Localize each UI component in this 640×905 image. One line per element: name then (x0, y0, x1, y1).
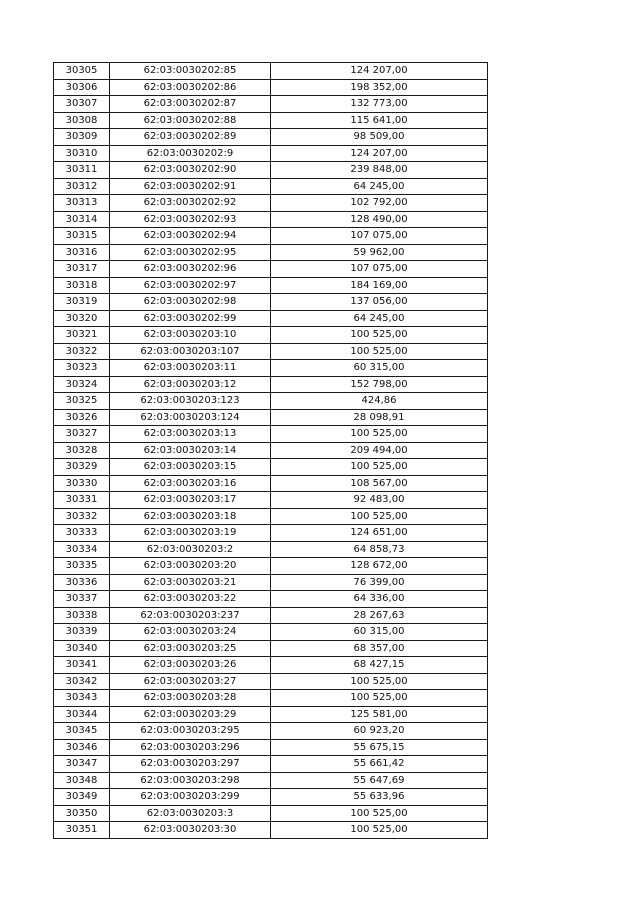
row-number-cell: 30325 (54, 393, 110, 410)
table-row (54, 756, 488, 773)
cadastral-number-cell: 62:03:0030202:98 (110, 294, 271, 311)
cadastral-value-cell: 124 207,00 (271, 145, 488, 162)
cadastral-value-cell: 128 672,00 (271, 558, 488, 575)
cadastral-number-cell: 62:03:0030203:12 (110, 376, 271, 393)
row-number-cell: 30348 (54, 772, 110, 789)
cadastral-value-cell: 108 567,00 (271, 475, 488, 492)
cadastral-number-cell: 62:03:0030203:14 (110, 442, 271, 459)
cadastral-number-cell: 62:03:0030203:22 (110, 591, 271, 608)
table-row (54, 723, 488, 740)
table-row (54, 822, 488, 839)
table-row (54, 574, 488, 591)
cadastral-number-cell: 62:03:0030203:13 (110, 426, 271, 443)
cadastral-number-cell: 62:03:0030203:16 (110, 475, 271, 492)
cadastral-number-cell: 62:03:0030203:124 (110, 409, 271, 426)
cadastral-number-cell: 62:03:0030202:90 (110, 162, 271, 179)
row-number-cell: 30307 (54, 96, 110, 113)
cadastral-number-cell: 62:03:0030202:97 (110, 277, 271, 294)
table-row (54, 805, 488, 822)
cadastral-number-cell: 62:03:0030202:88 (110, 112, 271, 129)
cadastral-value-cell: 137 056,00 (271, 294, 488, 311)
row-number-cell: 30335 (54, 558, 110, 575)
table-row (54, 145, 488, 162)
row-number-cell: 30305 (54, 63, 110, 80)
table-row (54, 129, 488, 146)
row-number-cell: 30334 (54, 541, 110, 558)
table-row (54, 195, 488, 212)
table-row (54, 558, 488, 575)
table-row (54, 459, 488, 476)
row-number-cell: 30349 (54, 789, 110, 806)
cadastral-number-cell: 62:03:0030203:15 (110, 459, 271, 476)
cadastral-number-cell: 62:03:0030202:95 (110, 244, 271, 261)
cadastral-value-cell: 76 399,00 (271, 574, 488, 591)
cadastral-number-cell: 62:03:0030203:237 (110, 607, 271, 624)
row-number-cell: 30319 (54, 294, 110, 311)
row-number-cell: 30338 (54, 607, 110, 624)
row-number-cell: 30343 (54, 690, 110, 707)
cadastral-number-cell: 62:03:0030203:299 (110, 789, 271, 806)
row-number-cell: 30320 (54, 310, 110, 327)
row-number-cell: 30333 (54, 525, 110, 542)
cadastral-value-cell: 124 207,00 (271, 63, 488, 80)
cadastral-value-cell: 152 798,00 (271, 376, 488, 393)
table-row (54, 690, 488, 707)
row-number-cell: 30321 (54, 327, 110, 344)
cadastral-number-cell: 62:03:0030203:10 (110, 327, 271, 344)
cadastral-value-cell: 64 336,00 (271, 591, 488, 608)
cadastral-number-cell: 62:03:0030203:25 (110, 640, 271, 657)
row-number-cell: 30326 (54, 409, 110, 426)
row-number-cell: 30312 (54, 178, 110, 195)
cadastral-value-cell: 209 494,00 (271, 442, 488, 459)
cadastral-value-cell: 60 923,20 (271, 723, 488, 740)
row-number-cell: 30306 (54, 79, 110, 96)
table-row (54, 327, 488, 344)
cadastral-value-cell: 100 525,00 (271, 327, 488, 344)
table-row (54, 294, 488, 311)
cadastral-value-cell: 55 633,96 (271, 789, 488, 806)
table-row (54, 525, 488, 542)
table-row (54, 79, 488, 96)
row-number-cell: 30318 (54, 277, 110, 294)
cadastral-number-cell: 62:03:0030203:296 (110, 739, 271, 756)
table-row (54, 442, 488, 459)
table-row (54, 376, 488, 393)
cadastral-value-cell: 55 675,15 (271, 739, 488, 756)
cadastral-value-cell: 64 858,73 (271, 541, 488, 558)
table-row (54, 96, 488, 113)
cadastral-number-cell: 62:03:0030202:92 (110, 195, 271, 212)
table-row (54, 228, 488, 245)
row-number-cell: 30332 (54, 508, 110, 525)
cadastral-number-cell: 62:03:0030202:93 (110, 211, 271, 228)
cadastral-number-cell: 62:03:0030203:30 (110, 822, 271, 839)
cadastral-number-cell: 62:03:0030203:27 (110, 673, 271, 690)
cadastral-number-cell: 62:03:0030202:91 (110, 178, 271, 195)
cadastral-value-cell: 239 848,00 (271, 162, 488, 179)
table-row (54, 492, 488, 509)
row-number-cell: 30329 (54, 459, 110, 476)
cadastral-number-cell: 62:03:0030203:17 (110, 492, 271, 509)
cadastral-number-cell: 62:03:0030203:20 (110, 558, 271, 575)
cadastral-number-cell: 62:03:0030203:24 (110, 624, 271, 641)
row-number-cell: 30313 (54, 195, 110, 212)
row-number-cell: 30342 (54, 673, 110, 690)
cadastral-number-cell: 62:03:0030202:86 (110, 79, 271, 96)
cadastral-value-cell: 100 525,00 (271, 426, 488, 443)
cadastral-number-cell: 62:03:0030202:87 (110, 96, 271, 113)
cadastral-value-table (53, 62, 488, 839)
row-number-cell: 30308 (54, 112, 110, 129)
table-row (54, 508, 488, 525)
cadastral-value-cell: 60 315,00 (271, 360, 488, 377)
cadastral-value-cell: 98 509,00 (271, 129, 488, 146)
table-row (54, 772, 488, 789)
cadastral-value-cell: 198 352,00 (271, 79, 488, 96)
row-number-cell: 30336 (54, 574, 110, 591)
table-row (54, 640, 488, 657)
cadastral-value-cell: 68 427,15 (271, 657, 488, 674)
cadastral-number-cell: 62:03:0030203:2 (110, 541, 271, 558)
row-number-cell: 30339 (54, 624, 110, 641)
row-number-cell: 30345 (54, 723, 110, 740)
cadastral-number-cell: 62:03:0030203:297 (110, 756, 271, 773)
row-number-cell: 30350 (54, 805, 110, 822)
row-number-cell: 30340 (54, 640, 110, 657)
cadastral-value-cell: 124 651,00 (271, 525, 488, 542)
table-row (54, 657, 488, 674)
cadastral-value-cell: 60 315,00 (271, 624, 488, 641)
table-body (54, 63, 488, 839)
row-number-cell: 30337 (54, 591, 110, 608)
table-row (54, 426, 488, 443)
cadastral-value-cell: 64 245,00 (271, 310, 488, 327)
cadastral-value-cell: 68 357,00 (271, 640, 488, 657)
table-row (54, 360, 488, 377)
cadastral-number-cell: 62:03:0030202:96 (110, 261, 271, 278)
cadastral-value-cell: 100 525,00 (271, 805, 488, 822)
row-number-cell: 30310 (54, 145, 110, 162)
table-row (54, 607, 488, 624)
cadastral-value-cell: 55 647,69 (271, 772, 488, 789)
cadastral-number-cell: 62:03:0030202:89 (110, 129, 271, 146)
row-number-cell: 30324 (54, 376, 110, 393)
row-number-cell: 30327 (54, 426, 110, 443)
row-number-cell: 30346 (54, 739, 110, 756)
table-row (54, 211, 488, 228)
row-number-cell: 30328 (54, 442, 110, 459)
row-number-cell: 30331 (54, 492, 110, 509)
cadastral-value-cell: 107 075,00 (271, 228, 488, 245)
cadastral-value-cell: 125 581,00 (271, 706, 488, 723)
row-number-cell: 30317 (54, 261, 110, 278)
cadastral-value-cell: 28 098,91 (271, 409, 488, 426)
cadastral-value-cell: 100 525,00 (271, 822, 488, 839)
cadastral-value-cell: 115 641,00 (271, 112, 488, 129)
table-row (54, 310, 488, 327)
cadastral-value-cell: 100 525,00 (271, 673, 488, 690)
table-row (54, 244, 488, 261)
table-row (54, 673, 488, 690)
table-row (54, 343, 488, 360)
cadastral-number-cell: 62:03:0030203:29 (110, 706, 271, 723)
row-number-cell: 30311 (54, 162, 110, 179)
cadastral-number-cell: 62:03:0030203:295 (110, 723, 271, 740)
table-row (54, 706, 488, 723)
table-row (54, 112, 488, 129)
row-number-cell: 30347 (54, 756, 110, 773)
row-number-cell: 30314 (54, 211, 110, 228)
cadastral-number-cell: 62:03:0030203:21 (110, 574, 271, 591)
cadastral-number-cell: 62:03:0030202:9 (110, 145, 271, 162)
cadastral-number-cell: 62:03:0030203:11 (110, 360, 271, 377)
table-row (54, 591, 488, 608)
cadastral-value-cell: 132 773,00 (271, 96, 488, 113)
cadastral-value-cell: 102 792,00 (271, 195, 488, 212)
table-row (54, 393, 488, 410)
cadastral-value-cell: 55 661,42 (271, 756, 488, 773)
cadastral-number-cell: 62:03:0030203:28 (110, 690, 271, 707)
cadastral-number-cell: 62:03:0030203:18 (110, 508, 271, 525)
cadastral-number-cell: 62:03:0030202:85 (110, 63, 271, 80)
table-row (54, 541, 488, 558)
row-number-cell: 30316 (54, 244, 110, 261)
row-number-cell: 30309 (54, 129, 110, 146)
table-row (54, 475, 488, 492)
cadastral-value-cell: 100 525,00 (271, 690, 488, 707)
row-number-cell: 30330 (54, 475, 110, 492)
table-row (54, 624, 488, 641)
cadastral-value-cell: 128 490,00 (271, 211, 488, 228)
cadastral-value-cell: 184 169,00 (271, 277, 488, 294)
row-number-cell: 30344 (54, 706, 110, 723)
cadastral-value-cell: 100 525,00 (271, 508, 488, 525)
cadastral-value-cell: 100 525,00 (271, 343, 488, 360)
row-number-cell: 30322 (54, 343, 110, 360)
cadastral-number-cell: 62:03:0030203:26 (110, 657, 271, 674)
table-row (54, 178, 488, 195)
table-row (54, 409, 488, 426)
cadastral-value-cell: 107 075,00 (271, 261, 488, 278)
row-number-cell: 30351 (54, 822, 110, 839)
row-number-cell: 30341 (54, 657, 110, 674)
table-row (54, 789, 488, 806)
table-row (54, 162, 488, 179)
cadastral-number-cell: 62:03:0030203:123 (110, 393, 271, 410)
cadastral-value-cell: 64 245,00 (271, 178, 488, 195)
table-row (54, 739, 488, 756)
cadastral-number-cell: 62:03:0030203:3 (110, 805, 271, 822)
row-number-cell: 30323 (54, 360, 110, 377)
table-row (54, 63, 488, 80)
cadastral-number-cell: 62:03:0030202:99 (110, 310, 271, 327)
row-number-cell: 30315 (54, 228, 110, 245)
table-row (54, 261, 488, 278)
cadastral-value-cell: 100 525,00 (271, 459, 488, 476)
cadastral-value-cell: 92 483,00 (271, 492, 488, 509)
cadastral-number-cell: 62:03:0030202:94 (110, 228, 271, 245)
cadastral-value-cell: 59 962,00 (271, 244, 488, 261)
cadastral-number-cell: 62:03:0030203:19 (110, 525, 271, 542)
cadastral-number-cell: 62:03:0030203:298 (110, 772, 271, 789)
cadastral-value-cell: 424,86 (271, 393, 488, 410)
table-row (54, 277, 488, 294)
cadastral-value-cell: 28 267,63 (271, 607, 488, 624)
cadastral-number-cell: 62:03:0030203:107 (110, 343, 271, 360)
